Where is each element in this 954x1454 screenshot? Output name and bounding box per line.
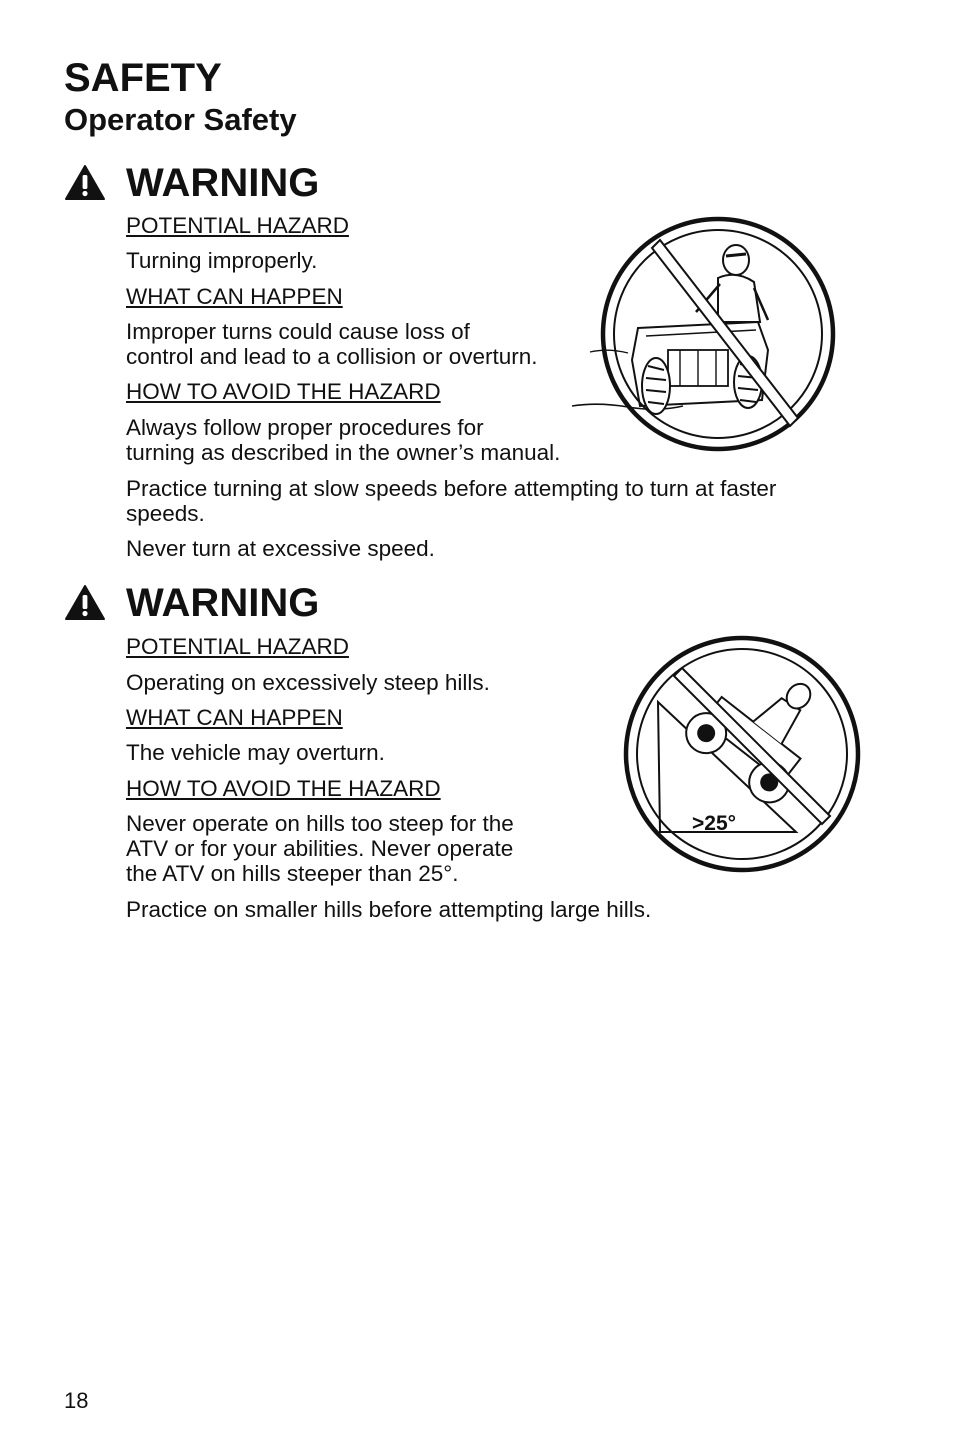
consequence-text: The vehicle may overturn. — [126, 740, 385, 765]
hazard-text: Operating on excessively steep hills. — [126, 670, 490, 695]
subsection-title: Operator Safety — [64, 102, 297, 137]
warning-heading — [64, 158, 320, 208]
warning-title: WARNING — [126, 161, 320, 205]
practice-line: Practice on smaller hills before attempting large hills. — [126, 897, 652, 922]
practice-line: Practice turning at slow speeds before attempting to turn at faster — [126, 476, 777, 501]
hazard-label: POTENTIAL HAZARD — [126, 634, 349, 659]
consequence-line: control and lead to a collision or overturn. — [126, 344, 538, 369]
warning-triangle-icon — [64, 584, 106, 622]
consequence-line: Improper turns could cause loss of — [126, 319, 470, 344]
warning-triangle-icon — [64, 164, 106, 202]
hazard-text: Turning improperly. — [126, 248, 318, 273]
avoid-label: HOW TO AVOID THE HAZARD — [126, 379, 441, 404]
consequence-label: WHAT CAN HAPPEN — [126, 284, 343, 309]
avoid-label: HOW TO AVOID THE HAZARD — [126, 776, 441, 801]
avoid-line: ATV or for your abilities. Never operate — [126, 836, 514, 861]
avoid-line: the ATV on hills steeper than 25°. — [126, 861, 459, 886]
avoid-line: Never operate on hills too steep for the — [126, 811, 514, 836]
hazard-label: POTENTIAL HAZARD — [126, 213, 349, 238]
consequence-label: WHAT CAN HAPPEN — [126, 705, 343, 730]
warning-title: WARNING — [126, 581, 320, 625]
avoid-line: Always follow proper procedures for — [126, 415, 484, 440]
page-number: 18 — [64, 1388, 89, 1413]
section-title: SAFETY — [64, 56, 222, 100]
never-line: Never turn at excessive speed. — [126, 536, 435, 561]
prohibited-turning-atv-icon — [568, 210, 840, 460]
practice-line: speeds. — [126, 501, 205, 526]
warning-heading — [64, 578, 320, 628]
avoid-line: turning as described in the owner’s manual. — [126, 440, 561, 465]
slope-angle-label: >25° — [692, 812, 737, 835]
prohibited-steep-hill-icon — [620, 632, 864, 876]
